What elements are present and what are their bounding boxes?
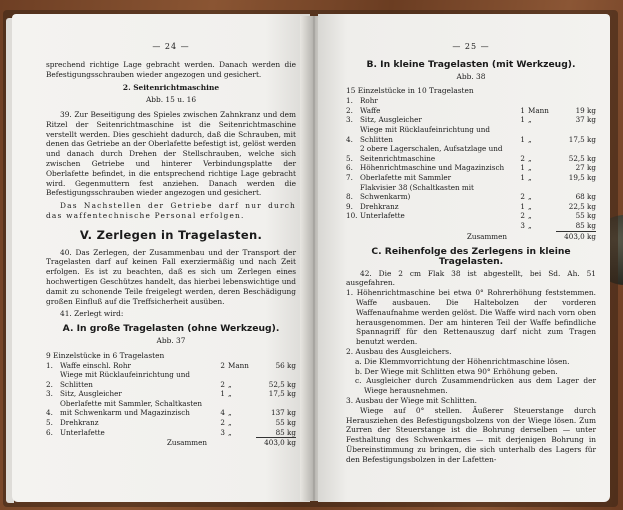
item-qty: 4	[220, 408, 225, 418]
parts-table-b	[346, 96, 596, 241]
item-qty: 2	[220, 379, 225, 389]
item-number: 5.	[46, 418, 53, 428]
item-weight: 19,5 kg	[568, 172, 596, 182]
item-weight: 52,5 kg	[268, 379, 296, 389]
item-weight: 68 kg	[575, 192, 596, 202]
item-qty: 1	[520, 134, 525, 144]
figure-reference: Abb. 37	[156, 335, 186, 345]
item-unit: „	[528, 115, 532, 125]
list-item: 1. Höhenrichtmaschine bei etwa 0° Rohrerhöhung feststemmen. Waffe ausbauen. Die Haltebolzen der vorderen Waffenaufnahme werden gelöst. Die Waffe wird nach vorn oben herausgenommen. Der am hinteren Teil der Waffe befindliche Spannagriff für den Rettenauszug darf nicht zum Tragen benutzt werden.	[346, 288, 596, 347]
table-row	[346, 96, 596, 106]
item-number: 1.	[46, 360, 53, 370]
total-label: Zusammen	[466, 231, 507, 241]
item-name: Unterlafette	[60, 428, 105, 438]
section-b-title: B. In kleine Tragelasten (mit Werkzeug).	[366, 58, 576, 70]
item-unit: „	[528, 134, 532, 144]
intro-paragraph: sprechend richtige Lage gebracht werden. Danach werden die Befestigungsschrauben wieder angezogen und gesichert.	[46, 59, 296, 79]
item-weight: 137 kg	[271, 408, 296, 418]
figure-reference: Abb. 38	[456, 71, 486, 81]
table-row	[346, 106, 596, 116]
paragraph-39: 39. Zur Beseitigung des Spieles zwischen Zahnkranz und dem Ritzel der Seitenrichtmaschine ist die Seitenrichtmaschine verstellt werden. Dies geschieht dadurch, daß die Schrauben, mit denen das Getriebe an der Oberlafette befestigt ist, gelöst werden und danach durch Drehen der Stellschrauben, welche sich zwischen Getriebe und hinterer Verbindungsplatte der Oberlafette befindet, in die entsprechend richtige Lage gebracht wird. Gegenmuttern fest anziehen. Danach werden die Befestigungsschrauben wieder angezogen und gesichert.	[46, 109, 296, 198]
item-qty: 2	[220, 418, 225, 428]
item-name: Waffe einschl. Rohr	[60, 360, 131, 370]
item-number: 3.	[46, 389, 53, 399]
left-page-content	[46, 42, 296, 448]
right-page-content	[346, 42, 596, 465]
item-unit: Mann	[228, 360, 249, 370]
item-name: Drehkranz	[360, 201, 399, 211]
item-qty	[513, 96, 528, 106]
item-number: 5.	[346, 153, 353, 163]
chapter-heading: V. Zerlegen in Tragelasten.	[79, 227, 263, 242]
total-row	[46, 438, 296, 448]
item-number: 3.	[346, 115, 353, 125]
item-qty: 3	[520, 221, 525, 231]
item-unit: „	[228, 428, 232, 438]
item-name: Flakvisier 38 (Schaltkasten mit Schwenkarm)	[360, 182, 474, 202]
step-3-text: Wiege auf 0° stellen. Äußerer Steuerstange durch Herausziehen des Befestigungsbolzens von der Wiege lösen. Zum Zurren der Steuerstange ist die Bohrung derselben — unter Festhaltung des Schwenkarmes — mit derjenigen Bohrung in Übereinstimmung zu bringen, die sich unterhalb des Lagers für den Befestigungsbolzen in der Lafetten-	[346, 405, 596, 464]
item-weight: 56 kg	[275, 360, 296, 370]
steps-list	[346, 288, 596, 357]
table-row	[346, 173, 596, 183]
item-name: Drehkranz	[60, 418, 99, 428]
item-name: 2 obere Lagerschalen, Aufsatzlage und Seitenrichtmaschine	[360, 144, 503, 163]
item-weight: 22,5 kg	[568, 201, 596, 211]
item-weight: 55 kg	[575, 211, 596, 221]
item-number: 7.	[346, 172, 353, 182]
table-row	[46, 389, 296, 399]
item-unit: „	[528, 221, 532, 231]
section-a-intro: 9 Einzelstücke in 6 Tragelasten	[46, 350, 165, 360]
total-row	[346, 231, 596, 241]
item-unit: „	[528, 201, 532, 211]
item-weight: 52,5 kg	[568, 153, 596, 163]
page-number: — 24 —	[152, 42, 190, 51]
table-row	[346, 144, 596, 163]
item-qty: 1	[520, 163, 525, 173]
figure-reference: Abb. 15 u. 16	[145, 95, 197, 105]
item-name: Rohr	[360, 96, 378, 106]
section-c-title: C. Reihenfolge des Zerlegens in kleine Tragelasten.	[371, 246, 571, 267]
page-number: — 25 —	[452, 42, 490, 51]
item-qty: 1	[520, 201, 525, 211]
item-unit: „	[528, 172, 532, 182]
item-weight: 85 kg	[275, 427, 296, 437]
item-qty: 1	[220, 389, 225, 399]
table-row	[346, 221, 596, 231]
list-item: 2. Ausbau des Ausgleichers.	[346, 347, 452, 357]
item-qty: 1	[520, 172, 525, 182]
total-value: 403,0 kg	[256, 438, 296, 448]
item-number: 2.	[46, 379, 53, 389]
item-number: 1.	[346, 96, 353, 106]
total-label: Zusammen	[166, 438, 207, 448]
left-page	[12, 14, 310, 502]
item-unit: „	[528, 192, 532, 202]
section-a-title: A. In große Tragelasten (ohne Werkzeug).	[62, 323, 280, 335]
warning-paragraph: Das Nachstellen der Getriebe darf nur durch das waffentechnische Personal erfolgen.	[46, 201, 296, 220]
item-weight: 27 kg	[575, 163, 596, 173]
item-qty: 2	[520, 153, 525, 163]
table-row	[346, 163, 596, 173]
section-b-intro: 15 Einzelstücke in 10 Tragelasten	[346, 86, 474, 96]
item-qty: 2	[220, 360, 225, 370]
item-qty: 2	[520, 192, 525, 202]
parts-table-a	[46, 361, 296, 448]
item-number: 6.	[346, 163, 353, 173]
item-number: 4.	[346, 134, 353, 144]
table-row	[46, 361, 296, 371]
item-name: Wiege mit Rücklaufeinrichtung und Schlitten	[360, 124, 490, 144]
item-name: Wiege mit Rücklaufeinrichtung und Schlitten	[60, 370, 190, 389]
paragraph-40: 40. Das Zerlegen, der Zusammenbau und der Transport der Tragelasten darf auf keinen Fall exerziermäßig und nach Zeit erfolgen. Es ist zu beachten, daß es sich um Zerlegen eines hochwertigen Geschützes handelt, das hierbei lebenswichtige und damit zu schonende Teile freigelegt werden, deren Beschädigung großen Einfluß auf die Treffsicherheit ausüben.	[46, 247, 296, 306]
item-unit: „	[528, 163, 532, 173]
item-unit	[528, 96, 556, 106]
table-row	[346, 202, 596, 212]
table-row	[346, 125, 596, 144]
list-item: c. Ausgleicher durch Zusammendrücken aus dem Lager der Wiege herausnehmen.	[355, 376, 596, 396]
table-row	[46, 399, 296, 418]
item-weight: 85 kg	[575, 220, 596, 230]
item-weight	[556, 96, 596, 106]
section-title: 2. Seitenrichtmaschine	[122, 83, 220, 93]
item-number: 9.	[346, 201, 353, 211]
list-item: a. Die Klemmvorrichtung der Höhenrichtmaschine lösen.	[355, 356, 570, 366]
item-name: Unterlafette	[360, 211, 405, 221]
item-name: Oberlafette mit Sammler, Schaltkasten mit Schwenkarm und Magazinzisch	[60, 398, 203, 418]
item-unit: „	[228, 379, 232, 389]
item-weight: 17,5 kg	[268, 389, 296, 399]
item-number: 8.	[346, 192, 353, 202]
item-unit: „	[528, 153, 532, 163]
item-name: Waffe	[360, 105, 381, 115]
table-row	[346, 115, 596, 125]
item-weight: 17,5 kg	[568, 134, 596, 144]
item-unit: „	[228, 418, 232, 428]
substeps-list	[346, 357, 596, 396]
table-row	[346, 211, 596, 221]
list-item: b. Der Wiege mit Schlitten etwa 90° Erhöhung geben.	[355, 366, 558, 376]
table-row	[46, 428, 296, 438]
item-number: 10.	[346, 211, 358, 221]
total-value: 403,0 kg	[556, 231, 596, 241]
step-3: 3. Ausbau der Wiege mit Schlitten.	[346, 396, 477, 406]
paragraph-42: 42. Die 2 cm Flak 38 ist abgestellt, bei Sd. Ah. 51 ausgefahren.	[346, 268, 596, 288]
paragraph-41: 41. Zerlegt wird:	[60, 309, 124, 319]
item-unit: „	[228, 389, 232, 399]
item-unit: „	[228, 408, 232, 418]
item-name: Sitz, Ausgleicher	[60, 389, 122, 399]
item-name: Oberlafette mit Sammler	[360, 172, 452, 182]
item-unit: Mann	[528, 105, 549, 115]
item-name: Höhenrichtmaschine und Magazinzisch	[360, 163, 505, 173]
item-number: 6.	[46, 428, 53, 438]
item-weight: 55 kg	[275, 418, 296, 428]
table-row	[346, 183, 596, 202]
item-weight: 37 kg	[575, 115, 596, 125]
right-page	[318, 14, 610, 502]
item-qty: 3	[220, 428, 225, 438]
item-weight: 19 kg	[575, 105, 596, 115]
item-number: 2.	[346, 105, 353, 115]
table-row	[46, 370, 296, 389]
item-number: 4.	[46, 408, 53, 418]
item-unit: „	[528, 211, 532, 221]
item-qty: 2	[520, 211, 525, 221]
item-qty: 1	[520, 105, 525, 115]
item-name: Sitz, Ausgleicher	[360, 115, 422, 125]
table-row	[46, 418, 296, 428]
item-qty: 1	[520, 115, 525, 125]
